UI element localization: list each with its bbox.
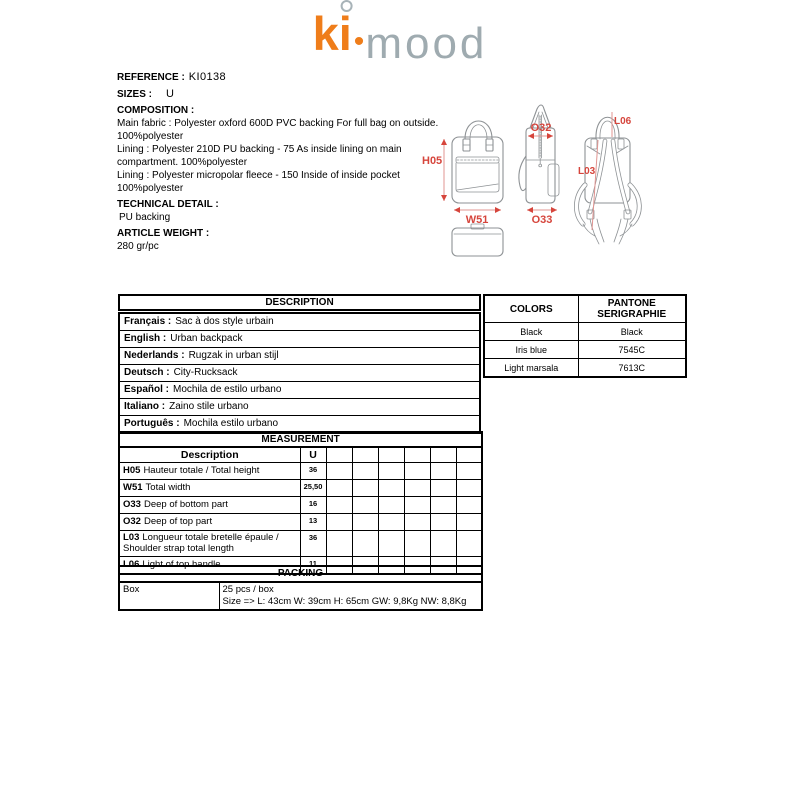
measurement-empty-cell — [456, 447, 482, 463]
reference-value: KI0138 — [188, 71, 227, 83]
packing-details: 25 pcs / box Size => L: 43cm W: 39cm H: 65cm GW: 9,8Kg NW: 8,8Kg — [219, 582, 482, 610]
measurement-empty-cell — [404, 463, 430, 480]
dim-label-o33: O33 — [531, 214, 553, 226]
logo-ki-text — [313, 4, 352, 64]
measurement-empty-cell — [456, 463, 482, 480]
measurement-empty-cell — [430, 447, 456, 463]
measurement-empty-cell — [404, 497, 430, 514]
measurement-row: L06 Light of top handle 11 — [119, 557, 482, 575]
measurement-empty-cell — [378, 531, 404, 557]
measurement-empty-cell — [352, 531, 378, 557]
measurement-header-row: Description U — [119, 447, 482, 463]
measurement-row: O33 Deep of bottom part 16 — [119, 497, 482, 514]
measurement-row: H05 Hauteur totale / Total height 36 — [119, 463, 482, 480]
sizes-label: SIZES : — [117, 89, 153, 100]
measurement-empty-cell — [378, 497, 404, 514]
measurement-empty-cell — [456, 497, 482, 514]
color-row: Black Black — [484, 323, 686, 341]
measurement-empty-cell — [456, 480, 482, 497]
description-row: Nederlands : Rugzak in urban stijl — [120, 347, 479, 364]
measurement-empty-cell — [378, 480, 404, 497]
logo-ki-label: ki — [312, 7, 352, 60]
composition-paragraph: Lining : Polyester micropolar fleece - 150 Inside of inside pocket 100%polyester — [117, 170, 400, 194]
measurement-empty-cell — [404, 480, 430, 497]
measurement-empty-cell — [430, 514, 456, 531]
description-table-body — [118, 312, 481, 434]
dim-label-l03: L03 — [578, 166, 596, 177]
measurement-empty-cell — [352, 514, 378, 531]
measurement-empty-cell — [404, 531, 430, 557]
dim-label-l06: L06 — [614, 116, 632, 127]
measurement-table — [118, 431, 481, 575]
sizes-value: U — [166, 88, 174, 100]
colors-table — [483, 294, 687, 378]
measurement-empty-cell — [430, 463, 456, 480]
color-row: Iris blue 7545C — [484, 341, 686, 359]
description-row: Italiano : Zaino stile urbano — [120, 398, 479, 415]
colors-header-row — [484, 295, 686, 323]
description-row: English : Urban backpack — [120, 330, 479, 347]
measurement-empty-cell — [456, 514, 482, 531]
description-row: Español : Mochila de estilo urbano — [120, 381, 479, 398]
pantone-col-header: PANTONE SERIGRAPHIE — [578, 295, 686, 323]
composition-heading: COMPOSITION : — [117, 105, 195, 116]
packing-row-label: Box — [119, 582, 219, 610]
measurement-empty-cell — [352, 497, 378, 514]
composition-paragraph: Lining : Polyester 210D PU backing - 75 As inside lining on main compartment. 100%polyester — [117, 144, 402, 168]
measurement-empty-cell — [326, 514, 352, 531]
measurement-empty-cell — [352, 447, 378, 463]
measurement-empty-cell — [326, 480, 352, 497]
measurement-empty-cell — [352, 480, 378, 497]
article-weight-value: 280 gr/pc — [117, 241, 159, 252]
measurement-empty-cell — [456, 531, 482, 557]
dim-label-w51: W51 — [465, 214, 489, 226]
article-weight-heading: ARTICLE WEIGHT : — [117, 228, 210, 239]
measurement-empty-cell — [326, 531, 352, 557]
back-view-diagram — [568, 98, 660, 250]
measurement-empty-cell — [430, 531, 456, 557]
logo-mood-text: mood — [365, 18, 488, 68]
measurement-empty-cell — [326, 497, 352, 514]
measurement-empty-cell — [378, 514, 404, 531]
product-info-block — [117, 71, 439, 255]
measurement-row: O32 Deep of top part 13 — [119, 514, 482, 531]
kimood-logo — [313, 4, 488, 71]
measurement-empty-cell — [430, 497, 456, 514]
measurement-empty-cell — [378, 463, 404, 480]
front-view-diagram — [415, 100, 515, 262]
technical-detail-heading: TECHNICAL DETAIL : — [117, 199, 219, 210]
description-table — [118, 294, 481, 434]
sizes-line — [117, 88, 439, 101]
packing-table — [118, 565, 481, 611]
composition-paragraph: Main fabric : Polyester oxford 600D PVC backing For full bag on outside. 100%polyester — [117, 118, 439, 142]
measurement-row: W51 Total width 25,50 — [119, 480, 482, 497]
measurement-row: L03 Longueur totale bretelle épaule / Shoulder strap total length 36 — [119, 531, 482, 557]
dim-label-o32: O32 — [530, 122, 552, 134]
measurement-empty-cell — [326, 447, 352, 463]
measurement-empty-cell — [352, 463, 378, 480]
reference-line — [117, 71, 439, 84]
description-row: Deutsch : City-Rucksack — [120, 364, 479, 381]
description-row: Français : Sac à dos style urbain — [124, 316, 274, 327]
description-table-title: DESCRIPTION — [118, 294, 481, 311]
color-row: Light marsala 7613C — [484, 359, 686, 378]
description-row: Português : Mochila estilo urbano — [120, 415, 479, 432]
measurement-empty-cell — [404, 447, 430, 463]
measurement-empty-cell — [430, 480, 456, 497]
reference-label: REFERENCE : — [117, 72, 185, 83]
logo-dot-icon: • — [353, 24, 365, 58]
technical-detail-value: PU backing — [119, 212, 171, 223]
dim-label-h05: H05 — [422, 155, 443, 167]
packing-row — [119, 582, 482, 610]
measurement-empty-cell — [326, 463, 352, 480]
measurement-title-row: MEASUREMENT — [119, 432, 482, 447]
measurement-empty-cell — [378, 447, 404, 463]
measurement-empty-cell — [404, 514, 430, 531]
colors-col-header: COLORS — [484, 295, 578, 323]
packing-title-row: PACKING — [119, 566, 482, 582]
